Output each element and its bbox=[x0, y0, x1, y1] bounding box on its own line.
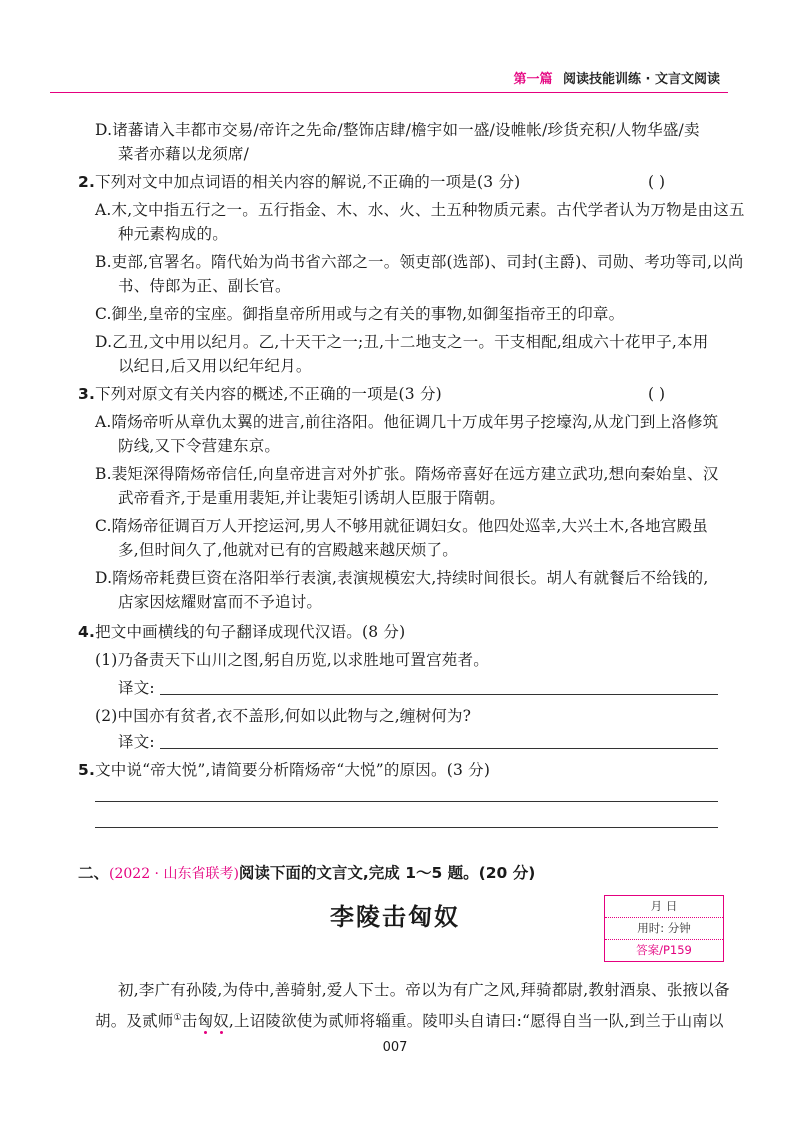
passage-line-2 bbox=[95, 1006, 724, 1033]
q3-answer-paren[interactable]: ( ) bbox=[648, 385, 666, 403]
q4-sentence-1: (1)乃备责天下山川之图,躬自历览,以求胜地可置宫苑者。 bbox=[95, 651, 489, 669]
section-2-heading bbox=[78, 861, 535, 883]
q4-translation-label-1: 译文: bbox=[118, 679, 155, 697]
q2-stem bbox=[78, 170, 520, 194]
q3-option-c-line2: 多,但时间久了,他就对已有的宫殿越来越厌烦了。 bbox=[118, 541, 458, 559]
timebox-date[interactable]: 月 日 bbox=[605, 896, 723, 918]
q5-stem-text: 文中说“帝大悦”,请简要分析隋炀帝“大悦”的原因。(3 分) bbox=[95, 761, 491, 779]
q5-stem bbox=[78, 758, 490, 782]
dotted-char-1: 匈 bbox=[197, 1012, 214, 1031]
q4-stem bbox=[78, 620, 405, 644]
q5-number: 5. bbox=[78, 761, 96, 779]
q4-sentence-2: (2)中国亦有贫者,衣不盖形,何如以此物与之,缠树何为? bbox=[95, 707, 472, 725]
q3-option-b-line1: B.裴矩深得隋炀帝信任,向皇帝进言对外扩张。隋炀帝喜好在远方建立武功,想向秦始皇、汉 bbox=[95, 465, 719, 483]
timebox-answer-ref[interactable]: 答案/P159 bbox=[636, 943, 692, 957]
footnote-marker[interactable]: ① bbox=[173, 1013, 182, 1023]
running-header bbox=[513, 68, 720, 87]
passage-line-1: 初,李广有孙陵,为侍中,善骑射,爱人下士。帝以为有广之风,拜骑都尉,教射酒泉、张掖以备 bbox=[118, 981, 730, 999]
q4-number: 4. bbox=[78, 623, 96, 641]
q1-option-d-line1: D.诸蕃请入丰都市交易/帝许之先命/整饰店肆/檐宇如一盛/设帷帐/珍货充积/人物华盛/卖 bbox=[95, 121, 700, 139]
q2-number: 2. bbox=[78, 173, 96, 191]
q4-stem-text: 把文中画横线的句子翻译成现代汉语。(8 分) bbox=[95, 623, 406, 641]
header-section: 第一篇 bbox=[513, 72, 553, 87]
q3-option-a-line1: A.隋炀帝听从章仇太翼的进言,前往洛阳。他征调几十万成年男子挖壕沟,从龙门到上洛修筑 bbox=[95, 413, 719, 431]
q4-answer-line-2[interactable] bbox=[160, 747, 718, 749]
header-rule bbox=[50, 92, 728, 93]
q2-option-c: C.御坐,皇帝的宝座。御指皇帝所用或与之有关的事物,如御玺指帝王的印章。 bbox=[95, 305, 625, 323]
q5-answer-line-2[interactable] bbox=[95, 826, 718, 828]
time-record-box bbox=[604, 895, 724, 962]
q3-stem-text: 下列对原文有关内容的概述,不正确的一项是(3 分) bbox=[95, 385, 442, 403]
q2-option-b-line2: 书、侍郎为正、副长官。 bbox=[118, 277, 291, 295]
q2-option-d-line1: D.乙丑,文中用以纪月。乙,十天干之一;丑,十二地支之一。干支相配,组成六十花甲子,本用 bbox=[95, 333, 709, 351]
passage-line-2-part-a: 胡。及贰师 bbox=[95, 1012, 174, 1031]
q3-option-c-line1: C.隋炀帝征调百万人开挖运河,男人不够用就征调妇女。他四处巡幸,大兴土木,各地宫殿虽 bbox=[95, 517, 708, 535]
q2-option-a-line1: A.木,文中指五行之一。五行指金、木、水、火、土五种物质元素。古代学者认为万物是由这五 bbox=[95, 201, 745, 219]
q3-stem bbox=[78, 382, 442, 406]
q2-stem-text: 下列对文中加点词语的相关内容的解说,不正确的一项是(3 分) bbox=[95, 173, 521, 191]
page-number: 007 bbox=[382, 1040, 408, 1055]
section-2-source: (2022 · 山东省联考) bbox=[109, 866, 239, 882]
q2-option-b-line1: B.吏部,官署名。隋代始为尚书省六部之一。领吏部(选部)、司封(主爵)、司勋、考功等司,以尚 bbox=[95, 253, 744, 271]
q5-answer-line-1[interactable] bbox=[95, 800, 718, 802]
passage-line-2-part-c: ,上诏陵欲使为贰师将辎重。陵叩头自请曰:“愿得自当一队,到兰于山南以 bbox=[228, 1012, 724, 1031]
q3-number: 3. bbox=[78, 385, 96, 403]
q3-option-a-line2: 防线,又下令营建东京。 bbox=[118, 437, 281, 455]
q4-answer-line-1[interactable] bbox=[160, 693, 718, 695]
q4-translation-label-2: 译文: bbox=[118, 733, 155, 751]
timebox-duration[interactable]: 用时: 分钟 bbox=[605, 918, 723, 940]
q2-option-a-line2: 种元素构成的。 bbox=[118, 225, 228, 243]
q3-option-b-line2: 武帝看齐,于是重用裴矩,并让裴矩引诱胡人臣服于隋朝。 bbox=[118, 489, 506, 507]
q3-option-d-line1: D.隋炀帝耗费巨资在洛阳举行表演,表演规模宏大,持续时间很长。胡人有就餐后不给钱的, bbox=[95, 569, 709, 587]
section-2-prefix: 二、 bbox=[78, 864, 110, 882]
passage-line-2-part-b: 击 bbox=[181, 1012, 198, 1031]
header-title: 阅读技能训练 · 文言文阅读 bbox=[563, 72, 720, 87]
passage-title: 李陵击匈奴 bbox=[330, 903, 460, 931]
q2-option-d-line2: 以纪日,后又用以纪年纪月。 bbox=[118, 357, 312, 375]
section-2-instruction: 阅读下面的文言文,完成 1～5 题。(20 分) bbox=[238, 864, 536, 882]
q1-option-d-line2: 菜者亦藉以龙须席/ bbox=[118, 145, 250, 163]
q3-option-d-line2: 店家因炫耀财富而不予追讨。 bbox=[118, 593, 323, 611]
q2-answer-paren[interactable]: ( ) bbox=[648, 173, 666, 191]
dotted-char-2: 奴 bbox=[213, 1012, 229, 1031]
